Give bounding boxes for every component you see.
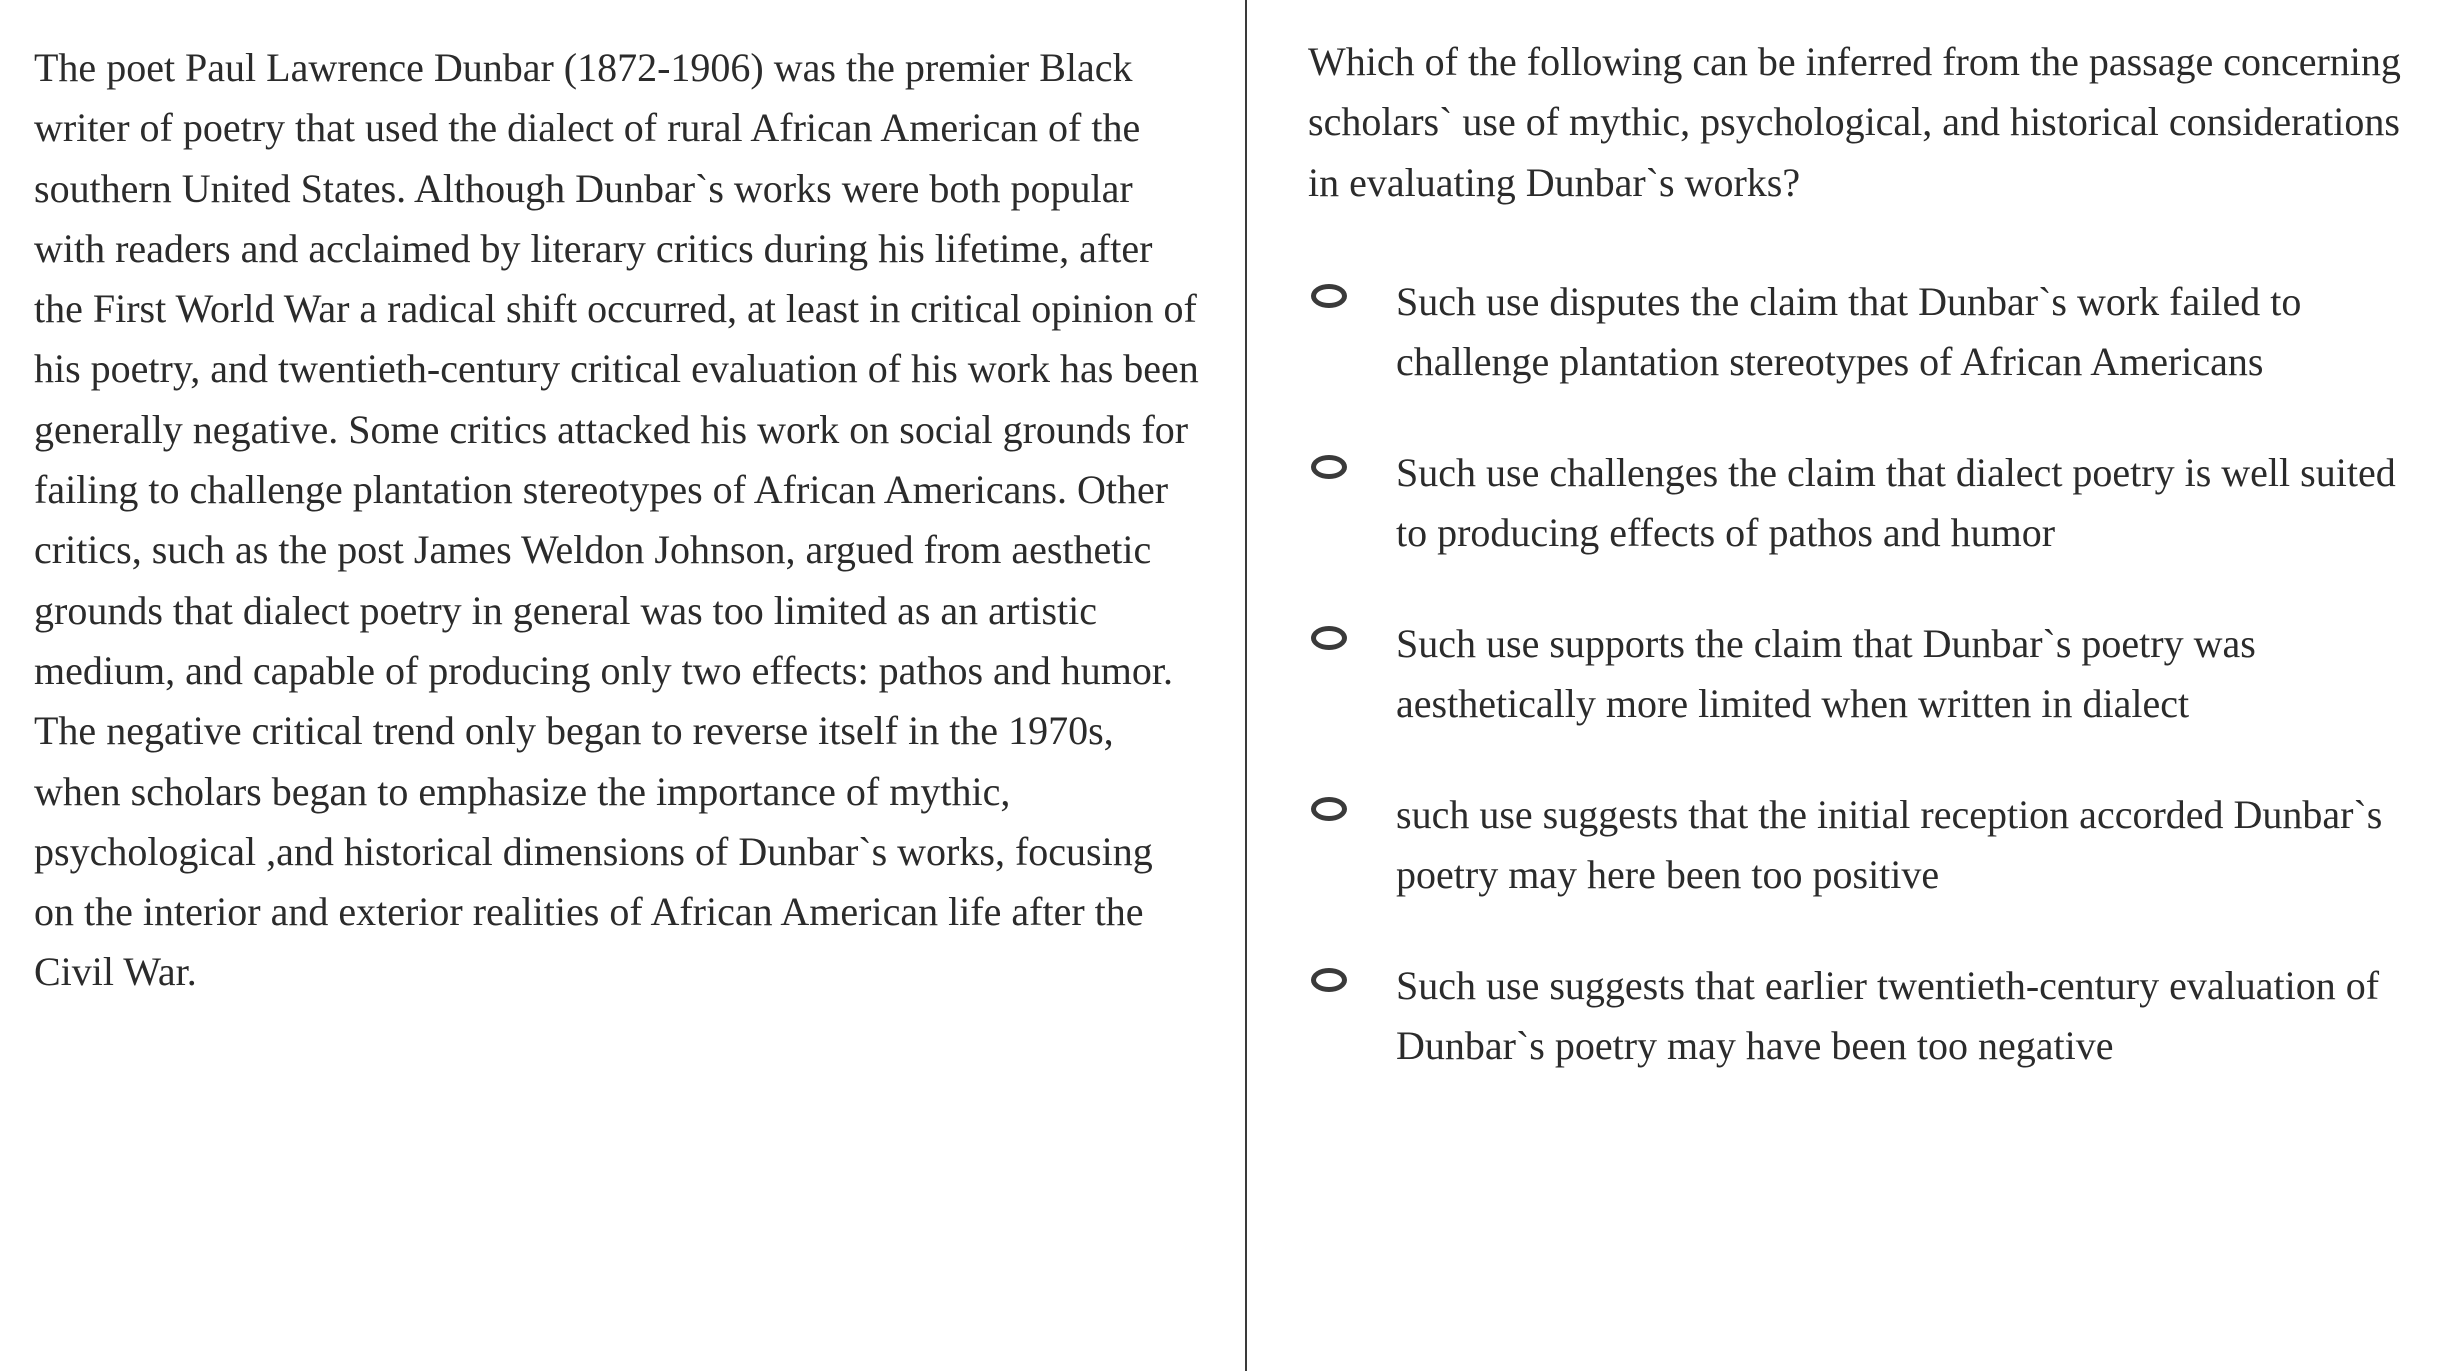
radio-button-icon[interactable] bbox=[1311, 968, 1347, 992]
answer-option-label[interactable]: such use suggests that the initial reception accorded Dunbar`s poetry may here been too positive bbox=[1396, 792, 2383, 898]
radio-button-icon[interactable] bbox=[1311, 626, 1347, 650]
radio-button-icon[interactable] bbox=[1311, 455, 1347, 479]
answer-option-label[interactable]: Such use challenges the claim that dialect poetry is well suited to producing effects of pathos and humor bbox=[1396, 450, 2396, 556]
question-stem: Which of the following can be inferred from the passage concerning scholars` use of mythic, psychological, and historical considerations in evaluating Dunbar`s works? bbox=[1308, 39, 2401, 205]
radio-button-icon[interactable] bbox=[1311, 797, 1347, 821]
pane-divider bbox=[1245, 0, 1247, 1371]
radio-button-icon[interactable] bbox=[1311, 284, 1347, 308]
answer-option-label[interactable]: Such use supports the claim that Dunbar`s poetry was aesthetically more limited when written in dialect bbox=[1396, 621, 2256, 727]
answer-option-label[interactable]: Such use disputes the claim that Dunbar`s work failed to challenge plantation stereotypes of African Americans bbox=[1396, 279, 2302, 385]
answer-option-label[interactable]: Such use suggests that earlier twentieth-century evaluation of Dunbar`s poetry may have been too negative bbox=[1396, 963, 2380, 1069]
question-pane bbox=[1308, 32, 2436, 1069]
passage-pane bbox=[34, 38, 1199, 1003]
passage-text: The poet Paul Lawrence Dunbar (1872-1906) was the premier Black writer of poetry that used the dialect of rural African American of the southern United States. Although Dunbar`s works were both popular with readers and acclaimed by literary critics during his lifetime, after the First World War a radical shift occurred, at least in critical opinion of his poetry, and twentieth-century critical evaluation of his work has been generally negative. Some critics attacked his work on social grounds for failing to challenge plantation stereotypes of African Americans. Other critics, such as the post James Weldon Johnson, argued from aesthetic grounds that dialect poetry in general was too limited as an artistic medium, and capable of producing only two effects: pathos and humor. The negative critical trend only began to reverse itself in the 1970s, when scholars began to emphasize the importance of mythic, psychological ,and historical dimensions of Dunbar`s works, focusing on the interior and exterior realities of African American life after the Civil War. bbox=[34, 45, 1199, 995]
